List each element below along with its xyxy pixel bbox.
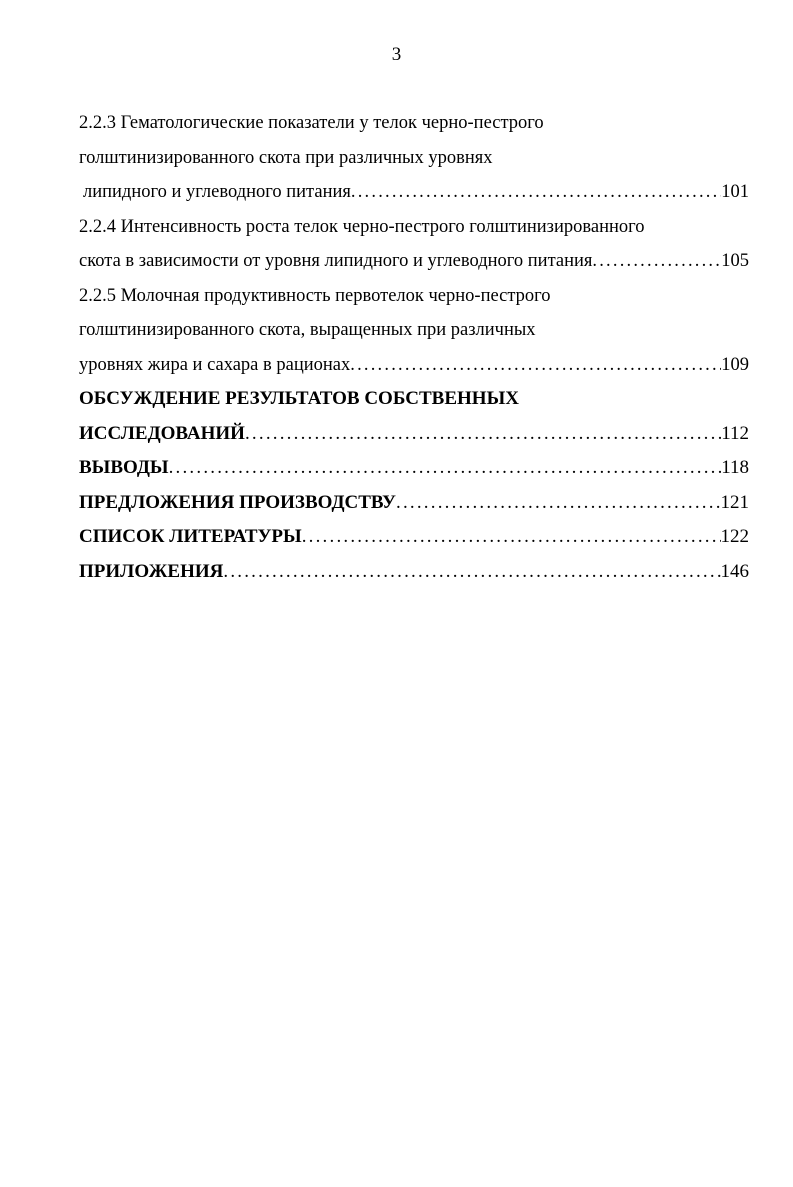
toc-entry-proposals-text: ПРЕДЛОЖЕНИЯ ПРОИЗВОДСТВУ	[79, 491, 396, 513]
toc-entry-proposals[interactable]	[79, 486, 749, 521]
dot-leader	[351, 175, 721, 210]
toc-entry-proposals-page: 121	[720, 491, 749, 513]
dot-leader	[302, 520, 721, 555]
toc-entry-2-2-5-line-1: 2.2.5 Молочная продуктивность первотелок черно-пестрого	[79, 285, 551, 306]
toc-entry-2-2-5-line-3[interactable]	[79, 348, 749, 383]
toc-entry-appendices-page: 146	[720, 560, 749, 582]
toc-entry-2-2-3-page: 101	[721, 182, 749, 202]
dot-leader	[592, 244, 721, 279]
dot-leader	[350, 348, 721, 383]
table-of-contents	[79, 106, 749, 589]
toc-entry-conclusions[interactable]	[79, 451, 749, 486]
toc-entry-2-2-4-line-2[interactable]	[79, 244, 749, 279]
toc-entry-2-2-3-text: липидного и углеводного питания	[83, 182, 351, 202]
toc-entry-2-2-5-page: 109	[721, 354, 749, 375]
page-number: 3	[391, 44, 402, 65]
toc-entry-2-2-4-line-1: 2.2.4 Интенсивность роста телок черно-пестрого голштинизированного	[79, 216, 645, 237]
toc-entry-references[interactable]	[79, 520, 749, 555]
toc-entry-references-page: 122	[720, 526, 749, 547]
toc-entry-2-2-4-text: скота в зависимости от уровня липидного и углеводного питания	[79, 251, 593, 271]
toc-entry-2-2-4-page: 105	[721, 251, 749, 271]
dot-leader	[169, 451, 722, 486]
dot-leader	[245, 417, 721, 452]
toc-entry-conclusions-page: 118	[721, 457, 749, 478]
toc-entry-discussion-page: 112	[721, 422, 749, 444]
toc-entry-2-2-3-line-2: голштинизированного скота при различных уровнях	[79, 147, 493, 168]
toc-entry-references-text: СПИСОК ЛИТЕРАТУРЫ	[79, 526, 302, 547]
toc-entry-conclusions-text: ВЫВОДЫ	[79, 457, 169, 478]
dot-leader	[223, 555, 720, 590]
toc-entry-discussion-line-1: ОБСУЖДЕНИЕ РЕЗУЛЬТАТОВ СОБСТВЕННЫХ	[79, 388, 519, 409]
toc-entry-2-2-3-line-1: 2.2.3 Гематологические показатели у телок черно-пестрого	[79, 113, 544, 133]
toc-entry-2-2-3-line-3[interactable]	[79, 175, 749, 210]
toc-entry-appendices-text: ПРИЛОЖЕНИЯ	[79, 560, 224, 582]
toc-entry-2-2-5-line-2: голштинизированного скота, выращенных при различных	[79, 320, 536, 340]
toc-entry-discussion-line-2[interactable]	[79, 417, 749, 452]
toc-entry-discussion-text: ИССЛЕДОВАНИЙ	[79, 422, 245, 444]
toc-entry-appendices[interactable]	[79, 555, 749, 590]
dot-leader	[396, 486, 721, 521]
toc-entry-2-2-5-text: уровнях жира и сахара в рационах	[79, 354, 351, 375]
